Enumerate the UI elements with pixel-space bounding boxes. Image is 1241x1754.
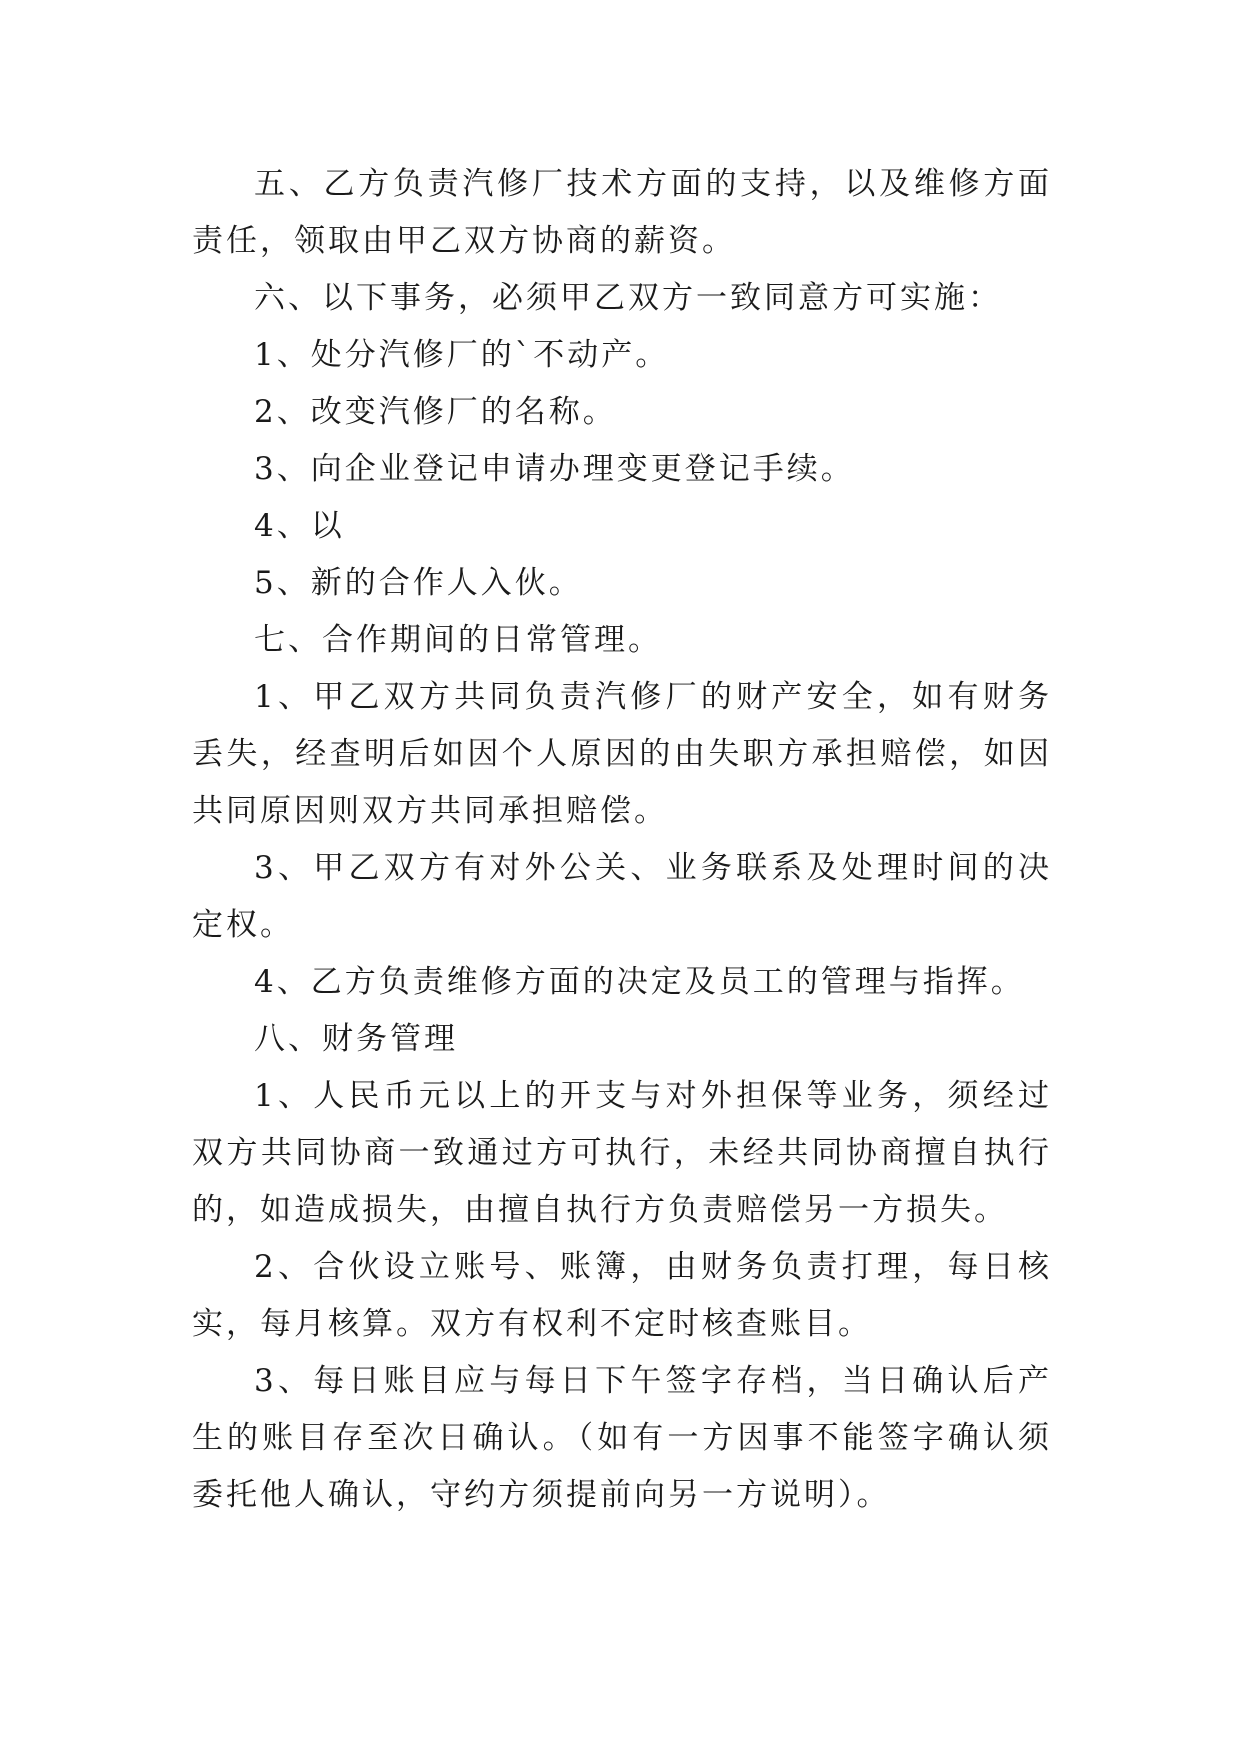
document-body — [192, 156, 1052, 1524]
paragraph-section-6: 六、以下事务，必须甲乙双方一致同意方可实施： — [254, 280, 1002, 316]
paragraph-item: 1、人民币元以上的开支与对外担保等业务，须经过双方共同协商一致通过方可执行，未经共同协商擅自执行的，如造成损失，由擅自执行方负责赔偿另一方损失。 — [192, 1078, 1052, 1228]
paragraph-item: 1、处分汽修厂的`不动产。 — [254, 337, 670, 373]
paragraph-section-8: 八、财务管理 — [254, 1021, 458, 1057]
paragraph-item: 3、向企业登记申请办理变更登记手续。 — [254, 451, 855, 487]
paragraph-item: 1、甲乙双方共同负责汽修厂的财产安全，如有财务丢失，经查明后如因个人原因的由失职方承担赔偿，如因共同原因则双方共同承担赔偿。 — [192, 679, 1052, 829]
paragraph-item: 2、合伙设立账号、账簿，由财务负责打理，每日核实，每月核算。双方有权利不定时核查账目。 — [192, 1249, 1052, 1342]
paragraph-item: 3、每日账目应与每日下午签字存档，当日确认后产生的账目存至次日确认。（如有一方因事不能签字确认须委托他人确认，守约方须提前向另一方说明）。 — [192, 1363, 1052, 1513]
paragraph-item: 4、乙方负责维修方面的决定及员工的管理与指挥。 — [254, 964, 1025, 1000]
paragraph-item: 4、以 — [254, 508, 345, 544]
paragraph-item: 3、甲乙双方有对外公关、业务联系及处理时间的决定权。 — [192, 850, 1052, 943]
paragraph-item: 5、新的合作人入伙。 — [254, 565, 583, 601]
paragraph-item: 2、改变汽修厂的名称。 — [254, 394, 617, 430]
paragraph-section-7: 七、合作期间的日常管理。 — [254, 622, 662, 658]
paragraph-section-5: 五、乙方负责汽修厂技术方面的支持，以及维修方面责任，领取由甲乙双方协商的薪资。 — [192, 166, 1052, 259]
